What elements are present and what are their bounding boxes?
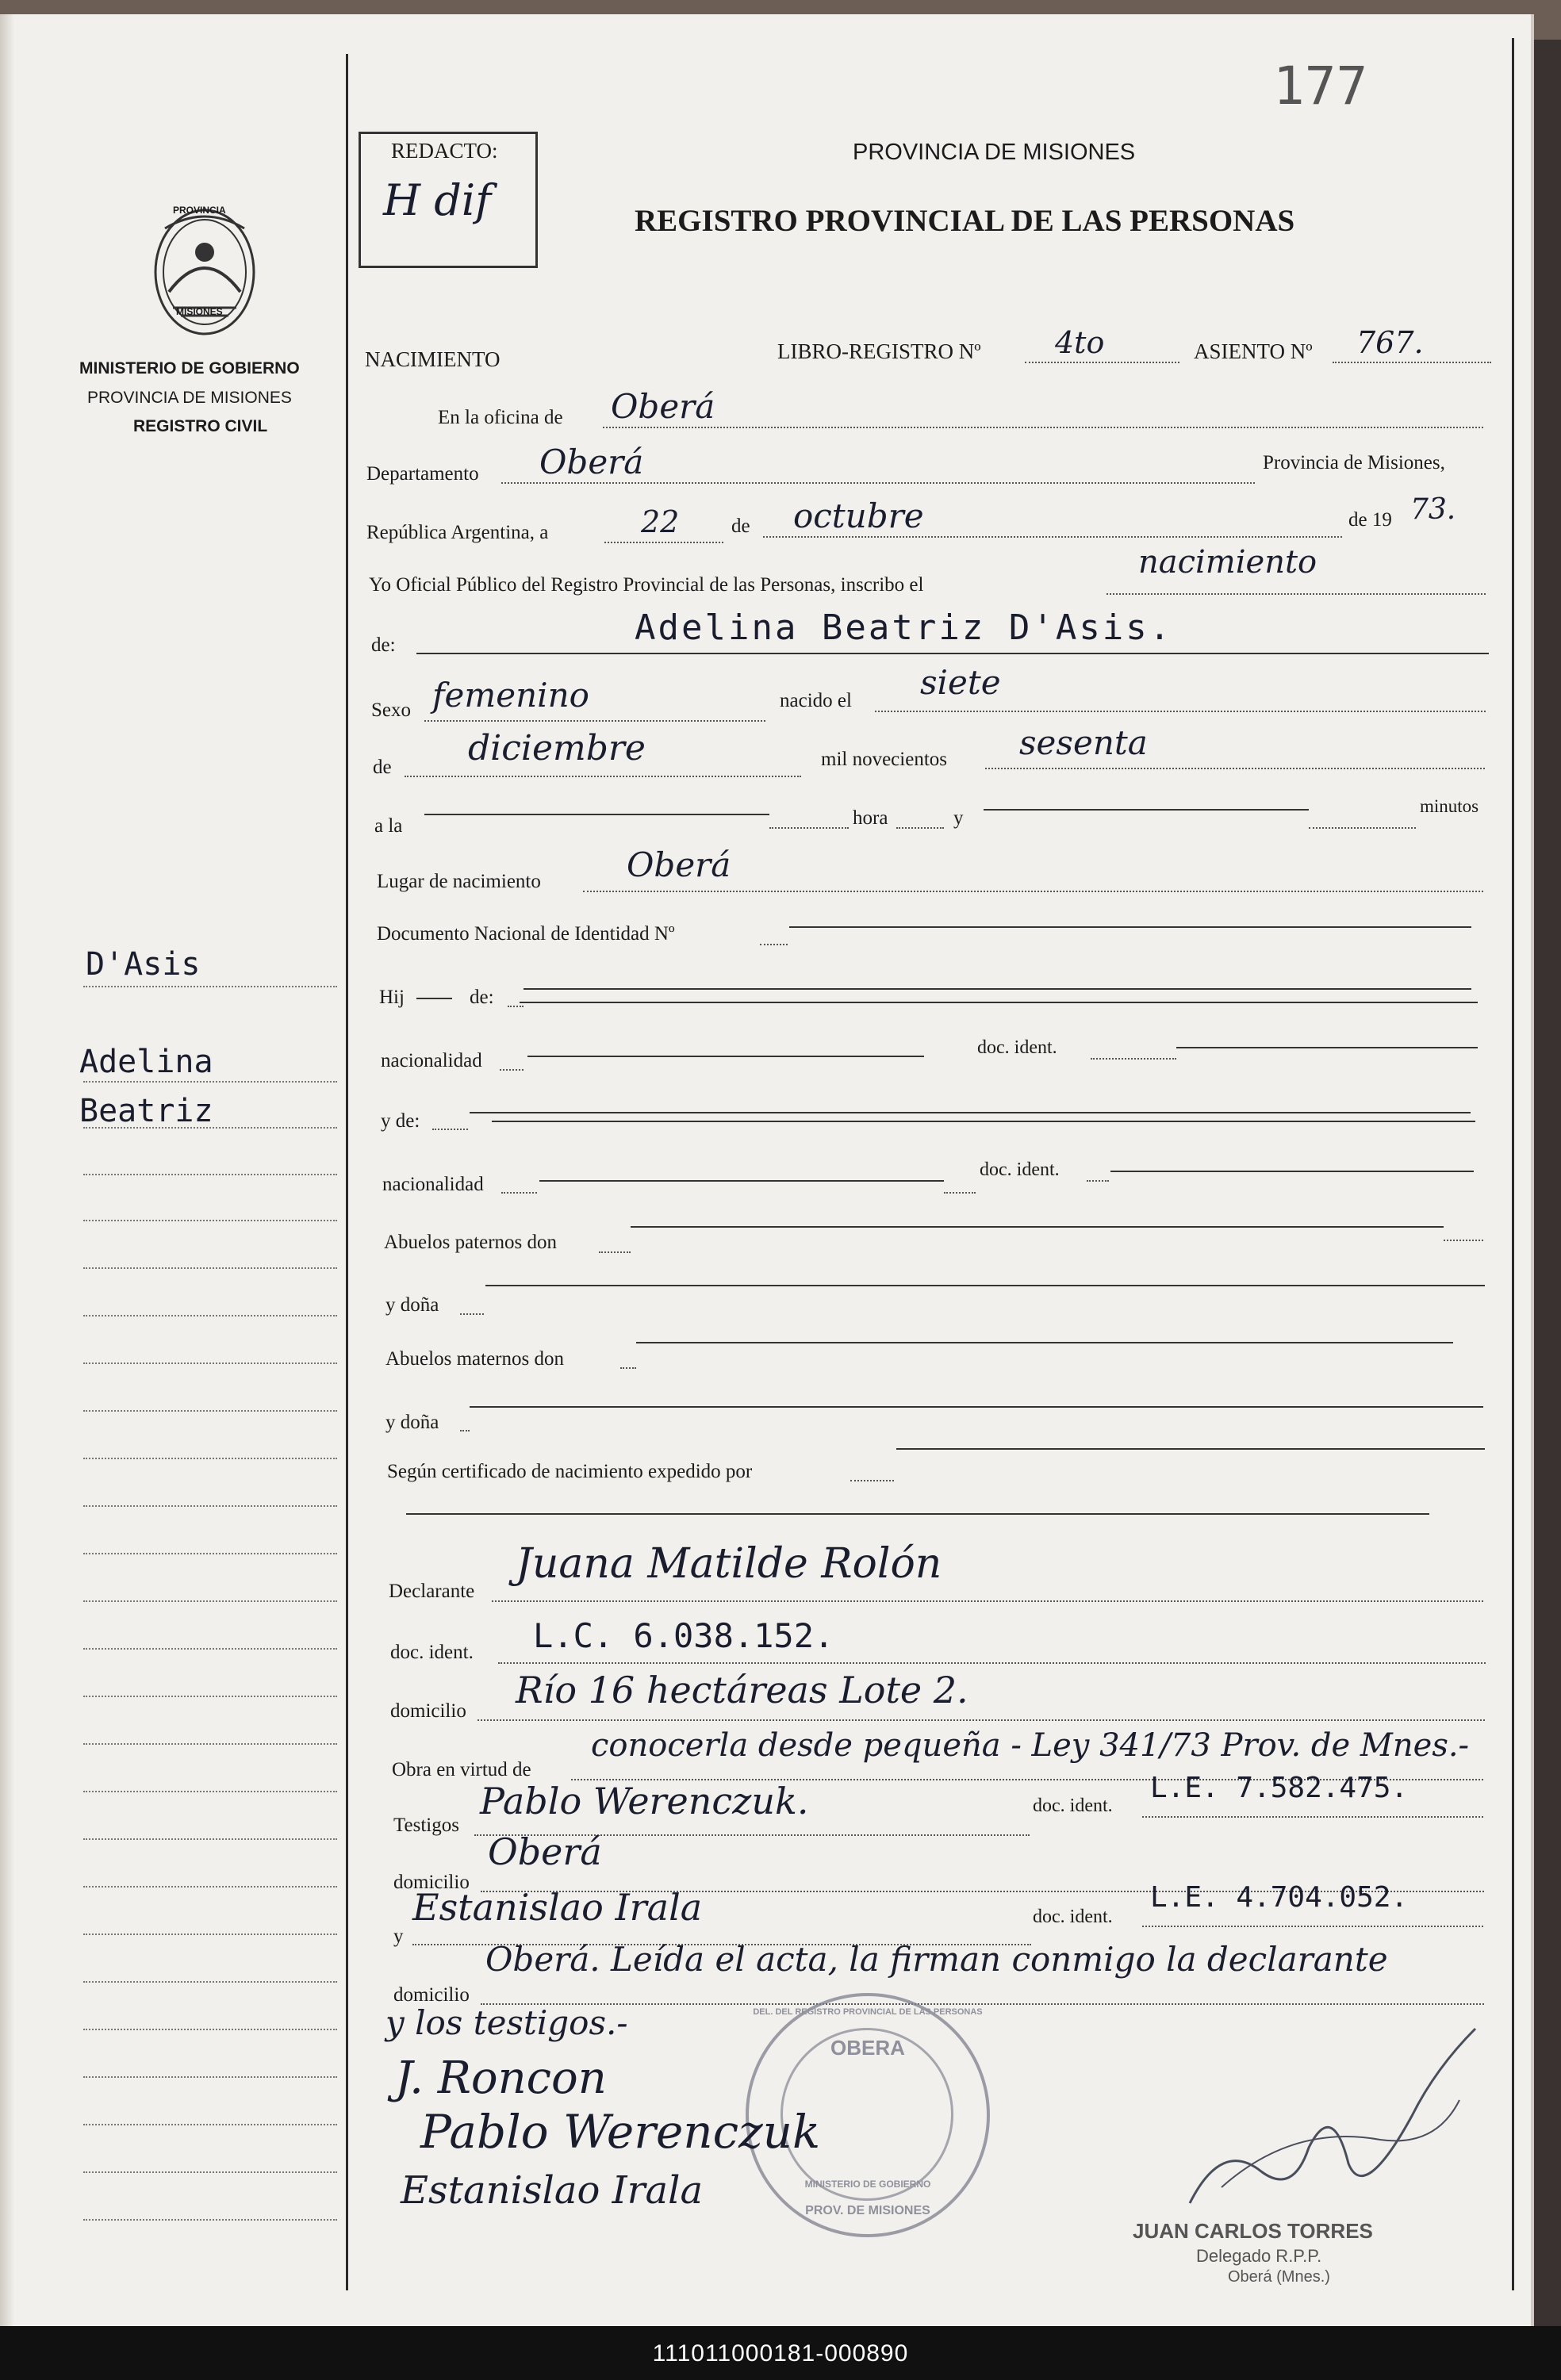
margin-line — [83, 2124, 337, 2125]
de-label: de — [731, 515, 750, 537]
ydona-label: y doña — [385, 1412, 439, 1433]
lugar-label: Lugar de nacimiento — [377, 871, 541, 892]
margin-line — [83, 1362, 337, 1364]
mes-nac-line — [405, 776, 801, 777]
footer-bar — [0, 2326, 1561, 2380]
libro-value: 4to — [1055, 325, 1105, 360]
segun-line2 — [406, 1513, 1429, 1515]
doc-ident-label: doc. ident. — [1033, 1796, 1113, 1816]
stamp-bottom-text: MINISTERIO DE GOBIERNO — [804, 2179, 931, 2190]
abmat-line — [636, 1342, 1453, 1343]
ministry-line1: MINISTERIO DE GOBIERNO — [79, 359, 300, 378]
stamp-lower-text: PROV. DE MISIONES — [805, 2204, 930, 2217]
provincia-label: Provincia de Misiones, — [1263, 452, 1445, 473]
abpat-dots2 — [1444, 1240, 1483, 1241]
header-province: PROVINCIA DE MISIONES — [853, 140, 1136, 165]
nacido-line — [875, 711, 1486, 712]
de3-label: de — [373, 757, 392, 778]
doc-dots — [1091, 1058, 1176, 1060]
nacido-value: siete — [920, 663, 1001, 702]
ministry-line3: REGISTRO CIVIL — [133, 417, 268, 435]
margin-line — [83, 1458, 337, 1459]
hij-de-label: de: — [470, 987, 494, 1008]
libro-label: LIBRO-REGISTRO Nº — [777, 339, 981, 363]
doc2-dots — [1087, 1180, 1109, 1182]
obra-value: conocerla desde pequeña - Ley 341/73 Prov. de Mnes.- — [591, 1727, 1470, 1764]
margin-line — [83, 1838, 337, 1840]
doc-ident-label: doc. ident. — [980, 1159, 1060, 1180]
margin-line — [83, 1696, 337, 1697]
margin-line — [83, 1267, 337, 1269]
margin-line — [83, 1081, 337, 1083]
sexo-label: Sexo — [371, 699, 411, 721]
mes-nac-value: diciembre — [468, 728, 646, 768]
margin-line — [83, 2029, 337, 2030]
ala-label: a la — [374, 815, 403, 837]
abmat-dots — [620, 1367, 636, 1369]
y-label: y — [953, 807, 964, 829]
mes-value: octubre — [793, 496, 924, 535]
yde-label: y de: — [381, 1110, 420, 1132]
y2-label: y — [393, 1926, 404, 1947]
obra-label: Obra en virtud de — [392, 1759, 531, 1780]
redacto-initials: H dif — [383, 175, 492, 225]
anio-label: de 19 — [1348, 509, 1392, 531]
testigo1-value: Pablo Werenczuk. — [480, 1780, 809, 1822]
page-number: 177 — [1273, 56, 1368, 117]
oficial-value: nacimiento — [1138, 544, 1317, 581]
domicilio-label: domicilio — [393, 1984, 470, 2006]
sexo-value: femenino — [432, 676, 589, 715]
segun-line — [896, 1448, 1485, 1450]
yde-line1 — [470, 1112, 1471, 1113]
ydona2-line — [470, 1406, 1483, 1408]
domicilio-label: domicilio — [393, 1872, 470, 1893]
mes-line — [763, 536, 1342, 538]
asiento-value: 767. — [1356, 325, 1424, 360]
register-page — [0, 14, 1534, 2326]
lugar-line — [583, 891, 1483, 892]
margin-line — [83, 1886, 337, 1888]
stamp-center-text: OBERA — [830, 2036, 905, 2060]
dni-line — [789, 926, 1471, 928]
ydona2-dots — [460, 1430, 470, 1431]
dni-label: Documento Nacional de Identidad Nº — [377, 923, 675, 945]
margin-line — [83, 1127, 337, 1129]
declarante-value: Juana Matilde Rolón — [516, 1540, 942, 1588]
header-registry: REGISTRO PROVINCIAL DE LAS PERSONAS — [635, 204, 1295, 238]
oficina-label: En la oficina de — [438, 407, 563, 428]
signature-1: J. Roncon — [395, 2052, 607, 2104]
seal-top-text: PROVINCIA — [173, 205, 226, 216]
ydona-dots — [460, 1313, 484, 1315]
dia-value: 22 — [641, 504, 680, 539]
doc-ident-label: doc. ident. — [1033, 1907, 1113, 1927]
segun-label: Según certificado de nacimiento expedido por — [387, 1461, 753, 1482]
nombre-value: Adelina Beatriz D'Asis. — [635, 607, 1173, 648]
asiento-line — [1333, 362, 1491, 363]
departamento-line — [501, 482, 1255, 484]
ydona-label: y doña — [385, 1294, 439, 1316]
official-title: Delegado R.P.P. — [1196, 2246, 1322, 2266]
redacto-label: REDACTO: — [391, 139, 498, 163]
margin-line — [83, 1220, 337, 1221]
declarante-doc-value: L.C. 6.038.152. — [533, 1616, 834, 1655]
hij-label: Hij — [379, 987, 405, 1008]
yde-dots — [432, 1129, 468, 1130]
testigo2-doc-line — [1142, 1926, 1483, 1927]
nacionalidad-label: nacionalidad — [382, 1174, 484, 1195]
margin-line — [83, 1600, 337, 1602]
signature-2: Pablo Werenczuk — [420, 2105, 821, 2159]
page-spine-shadow — [0, 14, 14, 2326]
margin-line — [83, 1505, 337, 1507]
ministry-line2: PROVINCIA DE MISIONES — [87, 389, 292, 407]
hij-dots — [508, 1006, 524, 1007]
margin-line — [83, 1553, 337, 1554]
abuelos-pat-label: Abuelos paternos don — [384, 1232, 558, 1253]
nacido-label: nacido el — [780, 690, 852, 711]
domicilio-line — [478, 1719, 1485, 1721]
official-signature — [1174, 2013, 1491, 2219]
oficial-line — [1107, 593, 1486, 595]
ala-line — [424, 814, 769, 815]
testigos-label: Testigos — [393, 1815, 459, 1836]
signature-3: Estanislao Irala — [401, 2168, 704, 2213]
ala-dots — [769, 827, 849, 829]
nacionalidad-label: nacionalidad — [381, 1050, 482, 1071]
official-place: Oberá (Mnes.) — [1228, 2268, 1330, 2286]
margin-line — [83, 2076, 337, 2078]
domicilio3-line — [481, 2003, 1484, 2005]
margin-name1: Adelina — [79, 1044, 213, 1080]
domicilio3-value: Oberá. Leída el acta, la firman conmigo la declarante — [485, 1940, 1388, 1979]
doc2-line — [1110, 1171, 1474, 1172]
margin-line — [83, 1743, 337, 1745]
margin-line — [83, 1315, 337, 1316]
hij-line1 — [524, 988, 1471, 990]
testigo1-doc-value: L.E. 7.582.475. — [1150, 1772, 1409, 1804]
right-rule — [1512, 38, 1514, 2290]
mil-label: mil novecientos — [821, 749, 947, 770]
nombre-line — [416, 653, 1489, 654]
margin-rule — [346, 54, 348, 2290]
y-dots — [1309, 827, 1416, 829]
anio-value: 73. — [1410, 493, 1456, 526]
dni-dots — [760, 944, 788, 945]
lugar-value: Oberá — [627, 845, 731, 884]
margin-line — [83, 986, 337, 987]
departamento-value: Oberá — [539, 443, 644, 481]
doc-ident2-label: doc. ident. — [390, 1642, 474, 1663]
abpat-line — [631, 1226, 1444, 1228]
margin-name2: Beatriz — [79, 1093, 213, 1129]
decl-doc-line — [498, 1662, 1486, 1664]
hij-line2 — [520, 1002, 1478, 1003]
nac2-dots — [501, 1192, 537, 1194]
margin-line — [83, 1410, 337, 1412]
continuation-value: y los testigos.- — [385, 2003, 628, 2042]
official-name: JUAN CARLOS TORRES — [1133, 2219, 1373, 2243]
margin-line — [83, 1981, 337, 1983]
nac-dots — [500, 1069, 524, 1071]
y-line — [984, 809, 1309, 811]
domicilio-label: domicilio — [390, 1700, 466, 1722]
anio-nac-value: sesenta — [1019, 723, 1148, 762]
testigo2-value: Estanislao Irala — [412, 1886, 703, 1929]
minutos-label: minutos — [1420, 796, 1479, 816]
doc-ident-label: doc. ident. — [977, 1037, 1057, 1058]
domicilio-value: Río 16 hectáreas Lote 2. — [516, 1669, 968, 1711]
abpat-dots — [599, 1251, 631, 1253]
domicilio2-value: Oberá — [488, 1830, 602, 1873]
redacto-box — [359, 132, 538, 268]
hij-dash — [416, 998, 452, 999]
abuelos-mat-label: Abuelos maternos don — [385, 1348, 564, 1370]
ydona-line — [485, 1285, 1485, 1286]
nac-line — [527, 1056, 924, 1057]
nac2-dots2 — [944, 1192, 976, 1194]
doc-line — [1176, 1047, 1478, 1048]
dia-line — [604, 542, 723, 543]
stamp-ring-text: DEL. DEL REGISTRO PROVINCIAL DE LAS PERSONAS — [753, 2007, 983, 2017]
hora-dots — [896, 827, 944, 829]
coat-of-arms-icon — [141, 197, 268, 347]
document-id: 111011000181-000890 — [652, 2340, 909, 2367]
testigo2-doc-value: L.E. 4.704.052. — [1150, 1881, 1409, 1914]
margin-line — [83, 1934, 337, 1935]
margin-line — [83, 1648, 337, 1650]
margin-line — [83, 2171, 337, 2173]
testigo1-doc-line — [1142, 1816, 1483, 1818]
oficina-line — [603, 427, 1483, 428]
margin-surname: D'Asis — [86, 946, 201, 983]
anio-nac-line — [985, 768, 1485, 769]
margin-line — [83, 1174, 337, 1175]
sexo-line — [424, 720, 765, 722]
nac2-line — [539, 1180, 944, 1182]
republica-label: República Argentina, a — [366, 522, 549, 543]
nacimiento-label: NACIMIENTO — [365, 347, 501, 371]
asiento-label: ASIENTO Nº — [1194, 339, 1313, 363]
margin-line — [83, 2219, 337, 2221]
hora-label: hora — [853, 807, 888, 829]
departamento-label: Departamento — [366, 463, 479, 485]
oficial-label: Yo Oficial Público del Registro Provincial de las Personas, inscribo el — [369, 574, 924, 596]
declarante-label: Declarante — [389, 1581, 475, 1602]
declarante-line — [492, 1600, 1483, 1602]
segun-dots — [850, 1480, 894, 1481]
yde-line2 — [492, 1121, 1475, 1122]
seal-bottom-text: MISIONES — [176, 306, 223, 317]
margin-line — [83, 1791, 337, 1792]
de2-label: de: — [371, 634, 396, 656]
oficina-value: Oberá — [611, 387, 715, 426]
libro-line — [1025, 362, 1179, 363]
